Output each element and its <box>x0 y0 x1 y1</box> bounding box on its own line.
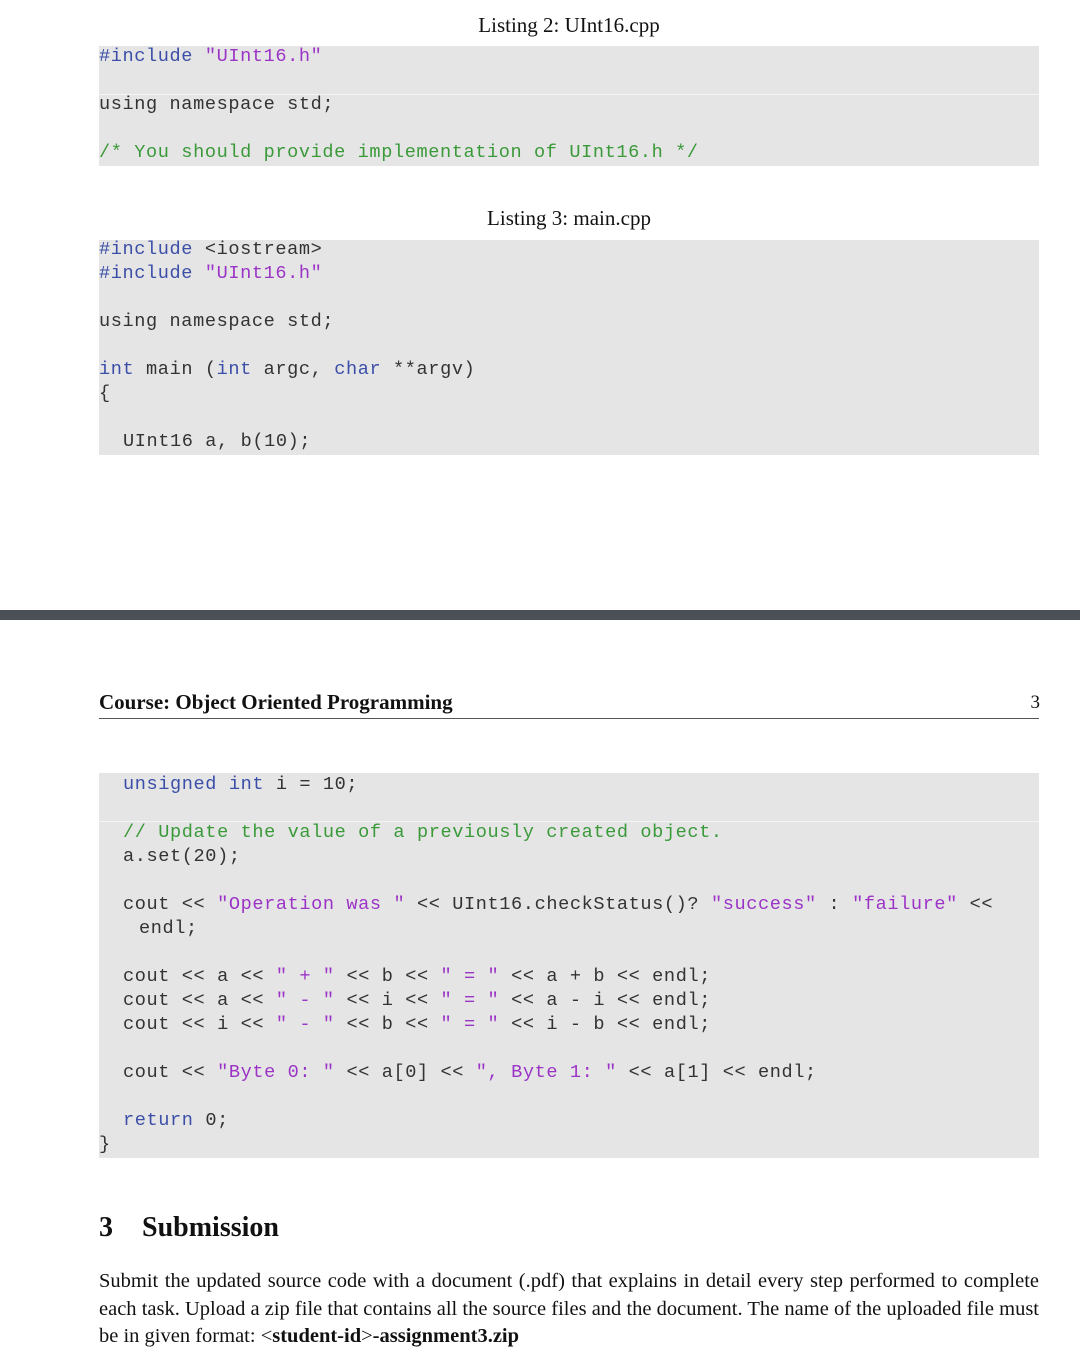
string-token: " - " <box>275 990 335 1011</box>
page-divider <box>0 610 1080 620</box>
code-line <box>123 1013 711 1037</box>
listing-3-caption: Listing 3: main.cpp <box>487 206 651 230</box>
code-comment: // Update the value of a previously created object. <box>123 822 723 843</box>
code-token: <iostream> <box>204 239 323 260</box>
code-token: cout << <box>123 894 206 915</box>
submission-paragraph <box>99 1268 1039 1351</box>
code-token: << b << <box>346 1014 429 1035</box>
code-line: { <box>99 383 111 404</box>
string-token: " + " <box>275 966 335 987</box>
code-token: : <box>828 894 841 915</box>
paragraph-text: > <box>361 1325 373 1347</box>
code-line <box>123 1061 817 1085</box>
keyword-token: unsigned int <box>123 774 265 795</box>
string-token: "Byte 0: " <box>217 1062 335 1083</box>
string-token: ", Byte 1: " <box>475 1062 617 1083</box>
code-line: using namespace std; <box>99 94 335 115</box>
code-comment: /* You should provide implementation of UInt16.h */ <box>99 142 699 163</box>
code-token: cout << <box>123 1062 206 1083</box>
code-token: << b << <box>346 966 429 987</box>
string-token: "UInt16.h" <box>204 263 323 284</box>
code-token: main ( <box>146 359 217 380</box>
code-token: cout << i << <box>123 1014 265 1035</box>
code-line <box>99 45 322 69</box>
code-line: endl; <box>139 918 198 939</box>
string-token: "success" <box>710 894 817 915</box>
string-token: "Operation was " <box>217 894 406 915</box>
listing-2-caption: Listing 2: UInt16.cpp <box>478 13 660 37</box>
string-token: " - " <box>275 1014 335 1035</box>
code-token: << a[1] << endl; <box>628 1062 817 1083</box>
string-token: " = " <box>440 966 500 987</box>
code-line: a.set(20); <box>123 846 241 867</box>
code-token: << <box>969 894 994 915</box>
code-token: << i << <box>346 990 429 1011</box>
code-line <box>123 965 711 989</box>
section-title: Submission <box>142 1212 279 1243</box>
code-line: UInt16 a, b(10); <box>123 431 312 452</box>
code-token: 0; <box>205 1110 229 1131</box>
code-line: } <box>99 1134 111 1155</box>
code-token: cout << a << <box>123 990 265 1011</box>
section-number: 3 <box>99 1212 113 1243</box>
code-token: << a[0] << <box>346 1062 465 1083</box>
header-rule <box>99 718 1039 719</box>
paragraph-bold-text: student-id <box>272 1325 362 1347</box>
code-line <box>123 773 358 797</box>
code-line <box>99 238 322 262</box>
code-line <box>99 262 322 286</box>
string-token: "failure" <box>852 894 958 915</box>
code-token: **argv) <box>393 359 476 380</box>
page-number: 3 <box>1030 692 1040 713</box>
paragraph-text: Submit the updated source code with a document (.pdf) that explains in detail every step performed to complete each task. Upload a zip file that contains all the source files and the document. The name of the uploaded file must be in given format: <box>99 1270 1039 1347</box>
preprocessor-token: #include <box>99 46 194 67</box>
paragraph-bold-text: -assignment3.zip <box>372 1325 520 1347</box>
code-line <box>123 1109 229 1133</box>
code-token: cout << a << <box>123 966 265 987</box>
course-header: Course: Object Oriented Programming <box>99 690 453 714</box>
code-token: i = 10; <box>275 774 359 795</box>
code-token: << a + b << endl; <box>511 966 711 987</box>
code-line <box>99 358 475 382</box>
paragraph-text: < <box>260 1325 273 1347</box>
string-token: " = " <box>440 1014 500 1035</box>
string-token: " = " <box>440 990 500 1011</box>
code-line <box>123 893 993 917</box>
keyword-token: int <box>216 359 252 380</box>
code-line: using namespace std; <box>99 311 335 332</box>
code-token: argc, <box>263 359 323 380</box>
code-token: << i - b << endl; <box>511 1014 711 1035</box>
code-token: << a - i << endl; <box>511 990 711 1011</box>
keyword-token: int <box>99 359 135 380</box>
preprocessor-token: #include <box>99 239 194 260</box>
preprocessor-token: #include <box>99 263 194 284</box>
code-token: << UInt16.checkStatus()? <box>416 894 700 915</box>
code-line <box>123 989 711 1013</box>
string-token: "UInt16.h" <box>204 46 323 67</box>
keyword-token: return <box>123 1110 194 1131</box>
keyword-token: char <box>334 359 382 380</box>
